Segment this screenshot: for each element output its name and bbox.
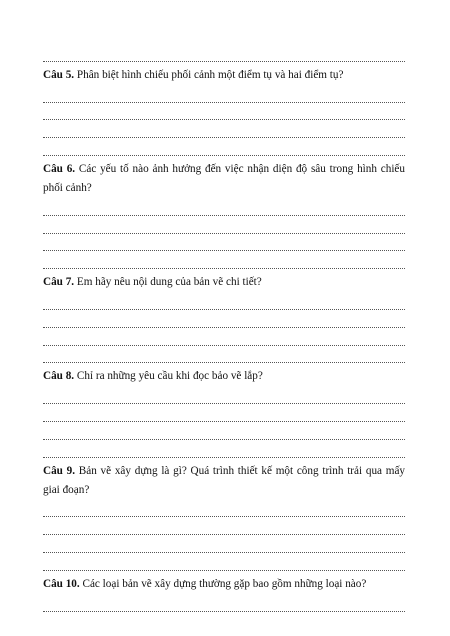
answer-line (43, 594, 405, 612)
answer-line (43, 103, 405, 121)
answer-line (43, 404, 405, 422)
question-block-7 (43, 269, 405, 363)
question-label: Câu 7. (43, 276, 75, 289)
question-text: Các loại bản vẽ xây dựng thường gặp bao gồm những loại nào? (82, 577, 367, 590)
answer-line (43, 292, 405, 310)
question-block-9 (43, 458, 405, 571)
question-9 (43, 458, 405, 500)
answer-line (43, 198, 405, 216)
answer-line (43, 440, 405, 458)
question-block-10 (43, 571, 405, 612)
question-label: Câu 6. (43, 162, 76, 175)
question-5 (43, 62, 405, 85)
answer-line (43, 535, 405, 553)
question-10 (43, 571, 405, 594)
question-label: Câu 10. (43, 577, 80, 590)
answer-line (43, 85, 405, 103)
question-text: Phân biệt hình chiếu phối cảnh một điểm tụ và hai điểm tụ? (76, 68, 344, 81)
answer-line (43, 517, 405, 535)
answer-line (43, 422, 405, 440)
question-text: Các yếu tố nào ảnh hưởng đến việc nhận diện độ sâu trong hình chiếu phối cảnh? (43, 162, 405, 194)
question-block-8 (43, 363, 405, 457)
answer-line (43, 216, 405, 234)
answer-line (43, 120, 405, 138)
answer-line (43, 386, 405, 404)
answer-line (43, 310, 405, 328)
answer-line (43, 138, 405, 156)
question-8 (43, 363, 405, 386)
question-label: Câu 5. (43, 68, 75, 81)
question-text: Bản vẽ xây dựng là gì? Quá trình thiết kế một công trình trải qua mấy giai đoạn? (43, 464, 405, 496)
question-text: Chỉ ra những yêu cầu khi đọc bảo vẽ lắp? (76, 370, 263, 383)
answer-line (43, 346, 405, 364)
answer-line (43, 251, 405, 269)
question-label: Câu 8. (43, 370, 75, 383)
question-block-5 (43, 62, 405, 156)
question-7 (43, 269, 405, 292)
answer-line (43, 44, 405, 62)
question-block-6 (43, 156, 405, 269)
worksheet-content (43, 44, 405, 612)
answer-line (43, 553, 405, 571)
answer-line (43, 328, 405, 346)
answer-line (43, 234, 405, 252)
question-label: Câu 9. (43, 464, 76, 477)
question-text: Em hãy nêu nội dung của bản vẽ chi tiết? (76, 276, 262, 289)
question-6 (43, 156, 405, 198)
answer-line (43, 500, 405, 518)
